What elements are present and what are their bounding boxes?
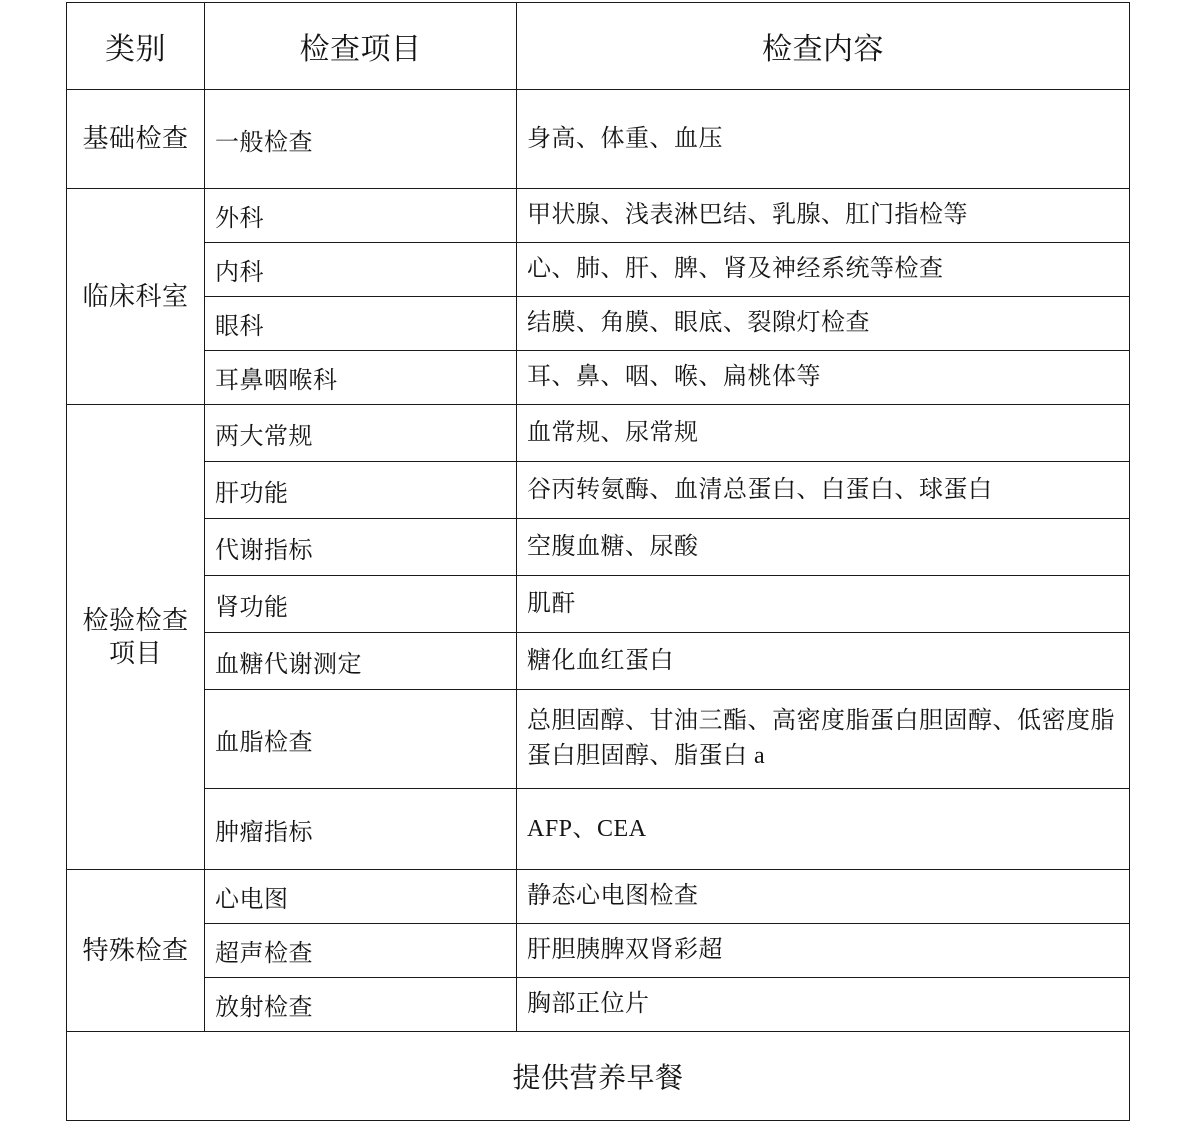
content-cell: 甲状腺、浅表淋巴结、乳腺、肛门指检等 — [517, 189, 1130, 243]
table-row — [67, 189, 1130, 243]
item-cell: 肝功能 — [205, 462, 517, 519]
content-cell: 肌酐 — [517, 576, 1130, 633]
header-item: 检查项目 — [205, 3, 517, 90]
table-header-row — [67, 3, 1130, 90]
item-cell: 心电图 — [205, 870, 517, 924]
item-cell: 眼科 — [205, 297, 517, 351]
table-row — [67, 405, 1130, 462]
item-cell: 超声检查 — [205, 924, 517, 978]
item-cell: 肿瘤指标 — [205, 789, 517, 870]
table-row — [67, 789, 1130, 870]
category-cell: 检验检查项目 — [67, 405, 205, 870]
table-row — [67, 690, 1130, 789]
table-row — [67, 351, 1130, 405]
item-cell: 血糖代谢测定 — [205, 633, 517, 690]
content-cell: 心、肺、肝、脾、肾及神经系统等检查 — [517, 243, 1130, 297]
item-cell: 两大常规 — [205, 405, 517, 462]
category-cell: 临床科室 — [67, 189, 205, 405]
table-row — [67, 978, 1130, 1032]
footer-note: 提供营养早餐 — [67, 1032, 1130, 1121]
health-checkup-table — [66, 2, 1130, 1121]
content-cell: 耳、鼻、咽、喉、扁桃体等 — [517, 351, 1130, 405]
item-cell: 内科 — [205, 243, 517, 297]
table-row — [67, 576, 1130, 633]
table-row — [67, 633, 1130, 690]
table-footer-row — [67, 1032, 1130, 1121]
content-cell: 胸部正位片 — [517, 978, 1130, 1032]
content-cell: 静态心电图检查 — [517, 870, 1130, 924]
content-cell: 肝胆胰脾双肾彩超 — [517, 924, 1130, 978]
item-cell: 一般检查 — [205, 90, 517, 189]
table-row — [67, 924, 1130, 978]
header-category: 类别 — [67, 3, 205, 90]
table-row — [67, 297, 1130, 351]
content-cell: 身高、体重、血压 — [517, 90, 1130, 189]
content-cell: 空腹血糖、尿酸 — [517, 519, 1130, 576]
content-cell: 谷丙转氨酶、血清总蛋白、白蛋白、球蛋白 — [517, 462, 1130, 519]
item-cell: 放射检查 — [205, 978, 517, 1032]
category-cell: 基础检查 — [67, 90, 205, 189]
table-row — [67, 462, 1130, 519]
item-cell: 血脂检查 — [205, 690, 517, 789]
table-row — [67, 870, 1130, 924]
content-cell: 糖化血红蛋白 — [517, 633, 1130, 690]
header-content: 检查内容 — [517, 3, 1130, 90]
table-row — [67, 519, 1130, 576]
content-cell: 总胆固醇、甘油三酯、高密度脂蛋白胆固醇、低密度脂蛋白胆固醇、脂蛋白 a — [517, 690, 1130, 789]
content-cell: 血常规、尿常规 — [517, 405, 1130, 462]
table-row — [67, 90, 1130, 189]
item-cell: 代谢指标 — [205, 519, 517, 576]
content-cell: 结膜、角膜、眼底、裂隙灯检查 — [517, 297, 1130, 351]
item-cell: 肾功能 — [205, 576, 517, 633]
item-cell: 外科 — [205, 189, 517, 243]
content-cell: AFP、CEA — [517, 789, 1130, 870]
table-row — [67, 243, 1130, 297]
category-cell: 特殊检查 — [67, 870, 205, 1032]
item-cell: 耳鼻咽喉科 — [205, 351, 517, 405]
